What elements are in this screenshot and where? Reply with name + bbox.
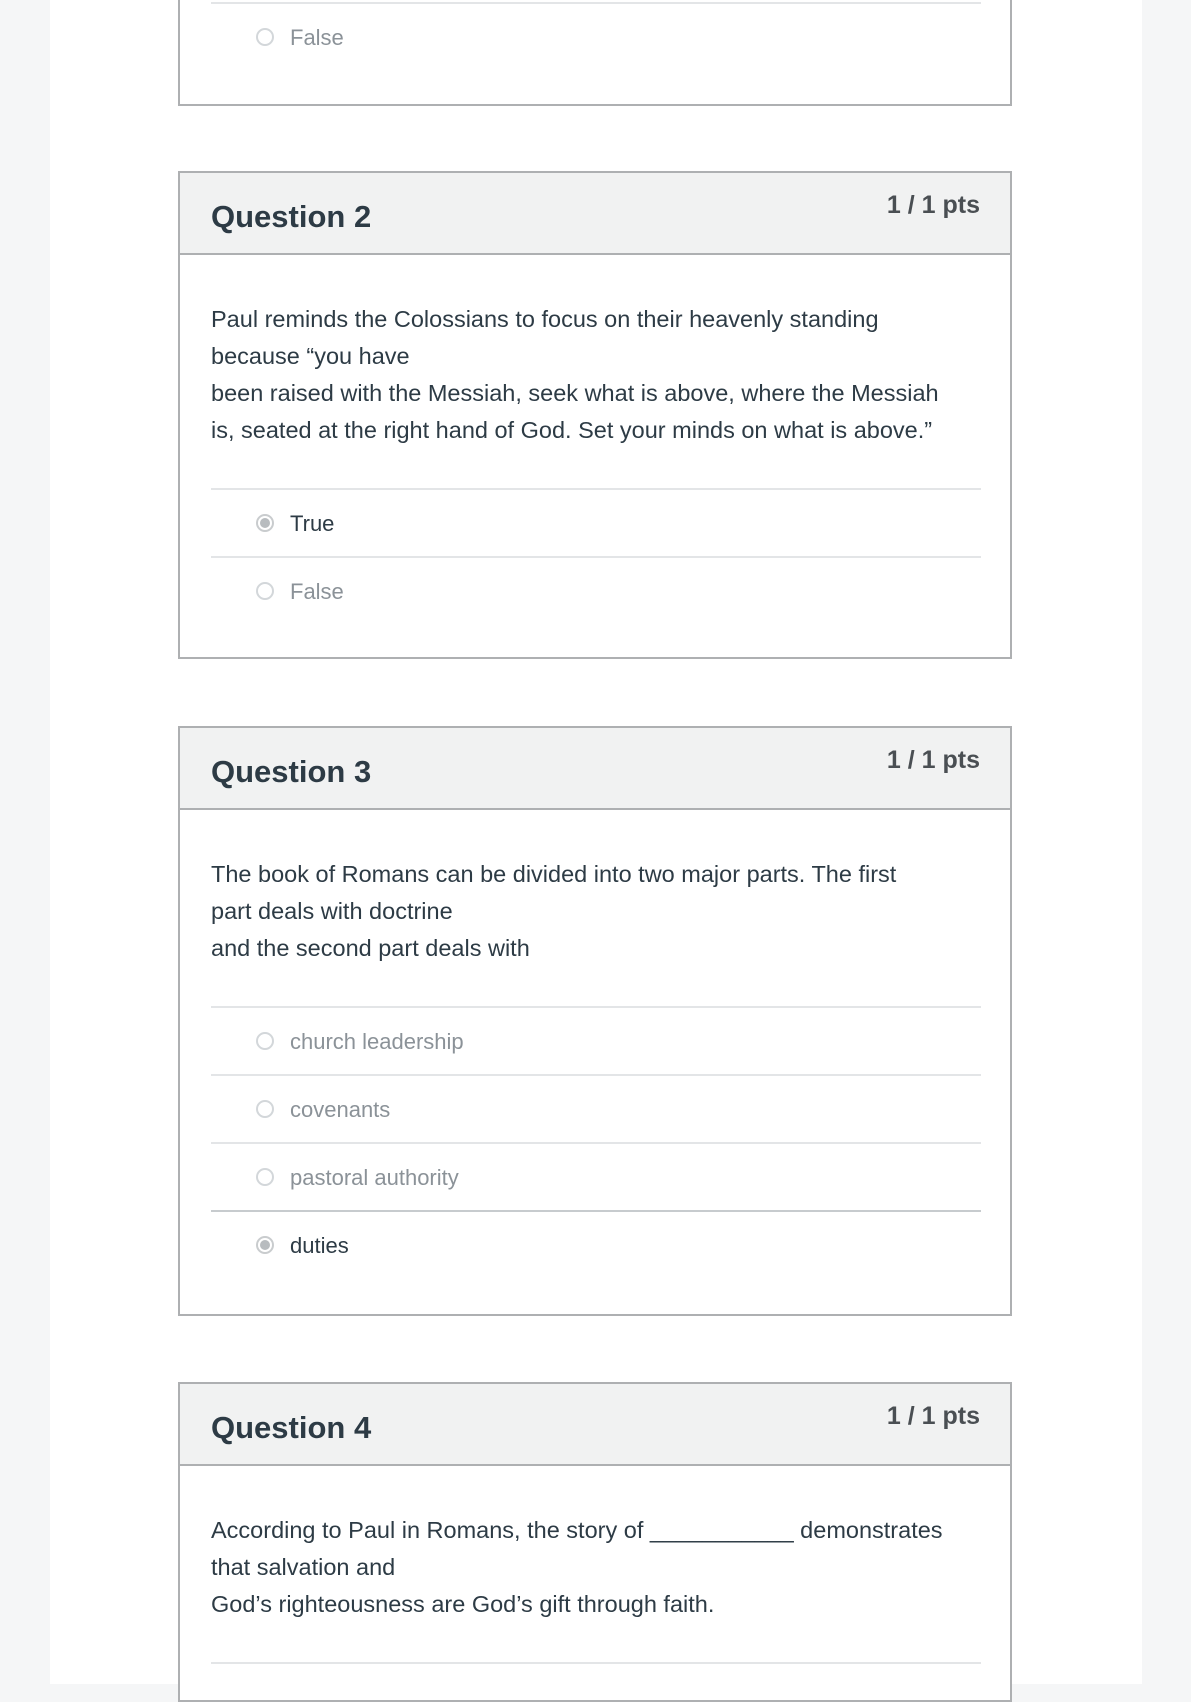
answer-label: pastoral authority xyxy=(290,1165,459,1190)
question-title: Question 2 xyxy=(211,199,372,234)
question-1-card xyxy=(178,0,1012,106)
answer-option[interactable] xyxy=(211,558,981,626)
answer-label: True xyxy=(290,511,335,536)
question-text-line: been raised with the Messiah, seek what is above, where the Messiah xyxy=(211,380,939,406)
question-points: 1 / 1 pts xyxy=(886,191,980,219)
answer-label: covenants xyxy=(290,1097,391,1122)
answer-label: False xyxy=(290,25,344,50)
question-2-card xyxy=(178,171,1012,659)
question-points: 1 / 1 pts xyxy=(886,746,980,774)
radio-unchecked-icon[interactable] xyxy=(256,582,274,600)
question-text xyxy=(211,1512,981,1623)
answer-label: duties xyxy=(290,1233,349,1258)
question-text-line: According to Paul in Romans, the story of ___________ demonstrates xyxy=(211,1517,943,1543)
question-text-line: Paul reminds the Colossians to focus on their heavenly standing xyxy=(211,306,879,332)
answer-list xyxy=(211,2,981,72)
question-text xyxy=(211,856,981,967)
answer-option[interactable] xyxy=(211,1144,981,1212)
question-4-card xyxy=(178,1382,1012,1702)
question-text-line: is, seated at the right hand of God. Set your minds on what is above.” xyxy=(211,417,933,443)
answer-option[interactable] xyxy=(211,1008,981,1076)
question-text-line: that salvation and xyxy=(211,1554,396,1580)
question-text-line: part deals with doctrine xyxy=(211,898,453,924)
answer-option[interactable] xyxy=(211,1212,981,1280)
radio-unchecked-icon[interactable] xyxy=(256,28,274,46)
answer-list xyxy=(211,1006,981,1280)
question-title: Question 3 xyxy=(211,754,372,789)
radio-unchecked-icon[interactable] xyxy=(256,1100,274,1118)
radio-unchecked-icon[interactable] xyxy=(256,1032,274,1050)
question-header xyxy=(180,728,1010,810)
answer-option[interactable] xyxy=(211,490,981,558)
question-text-line: God’s righteousness are God’s gift through faith. xyxy=(211,1591,715,1617)
question-3-card xyxy=(178,726,1012,1316)
answer-option[interactable] xyxy=(211,4,981,72)
question-text-line: and the second part deals with xyxy=(211,935,530,961)
radio-checked-icon[interactable] xyxy=(256,1236,274,1254)
question-points: 1 / 1 pts xyxy=(886,1402,980,1430)
answer-label: church leadership xyxy=(290,1029,464,1054)
question-header xyxy=(180,173,1010,255)
question-text-line: The book of Romans can be divided into two major parts. The first xyxy=(211,861,897,887)
answer-option[interactable] xyxy=(211,1076,981,1144)
radio-checked-icon[interactable] xyxy=(256,514,274,532)
answer-label: False xyxy=(290,579,344,604)
answer-list xyxy=(211,1662,981,1664)
question-header xyxy=(180,1384,1010,1466)
answer-list xyxy=(211,488,981,626)
question-text-line: because “you have xyxy=(211,343,410,369)
question-title: Question 4 xyxy=(211,1410,372,1445)
question-text xyxy=(211,301,981,449)
radio-unchecked-icon[interactable] xyxy=(256,1168,274,1186)
